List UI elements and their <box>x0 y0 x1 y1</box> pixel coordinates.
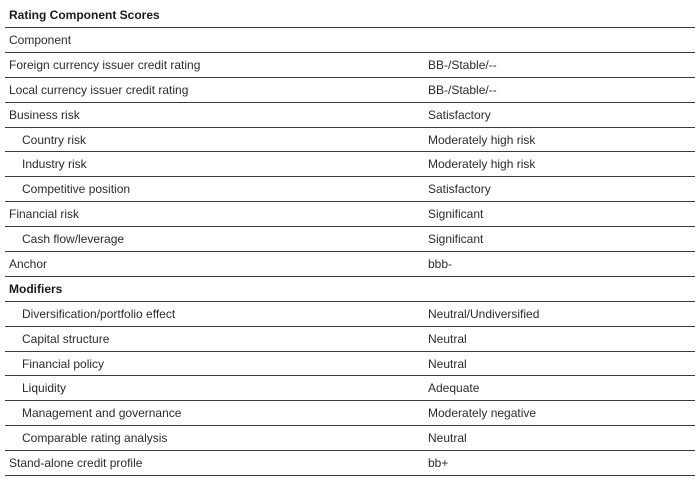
table-row <box>5 152 695 177</box>
row-value: bb+ <box>428 456 449 471</box>
table-row <box>5 177 695 202</box>
table-row <box>5 78 695 103</box>
row-value: Adequate <box>428 381 480 396</box>
row-label: Financial risk <box>9 207 80 222</box>
table-row <box>5 53 695 78</box>
row-value: Moderately negative <box>428 406 537 421</box>
row-label: Capital structure <box>22 331 110 346</box>
table-row <box>5 352 695 377</box>
row-value: Neutral <box>428 356 467 371</box>
table-row <box>5 103 695 128</box>
row-value: Significant <box>428 207 484 222</box>
table-row <box>5 401 695 426</box>
table-row <box>5 376 695 401</box>
row-label: Business risk <box>9 107 80 122</box>
modifiers-section-row <box>5 277 695 302</box>
table-title: Rating Component Scores <box>9 8 160 22</box>
row-label: Industry risk <box>22 157 87 172</box>
modifiers-heading: Modifiers <box>9 281 63 296</box>
table-title-row <box>5 3 695 28</box>
row-value: Satisfactory <box>428 182 491 197</box>
table-row <box>5 327 695 352</box>
table-row <box>5 302 695 327</box>
table-row <box>5 426 695 451</box>
row-label: Foreign currency issuer credit rating <box>9 57 201 72</box>
row-label: Stand-alone credit profile <box>9 456 143 471</box>
row-label: Diversification/portfolio effect <box>22 306 176 321</box>
table-header-row <box>5 28 695 53</box>
row-label: Country risk <box>22 132 87 147</box>
rating-component-scores-table <box>5 3 695 476</box>
row-label: Liquidity <box>22 381 67 396</box>
row-value: Satisfactory <box>428 107 491 122</box>
row-value: Significant <box>428 232 484 247</box>
table-row <box>5 227 695 252</box>
row-value: Moderately high risk <box>428 157 536 172</box>
row-label: Comparable rating analysis <box>22 431 168 446</box>
table-row <box>5 252 695 277</box>
row-value: Moderately high risk <box>428 132 536 147</box>
row-label: Anchor <box>9 256 48 271</box>
row-label: Local currency issuer credit rating <box>9 82 189 97</box>
table-row <box>5 451 695 476</box>
row-label: Management and governance <box>22 406 182 421</box>
row-label: Competitive position <box>22 182 131 197</box>
row-value: Neutral <box>428 331 467 346</box>
table-row <box>5 128 695 153</box>
row-value: BB-/Stable/-- <box>428 57 497 72</box>
row-label: Cash flow/leverage <box>22 232 125 247</box>
table-row <box>5 202 695 227</box>
row-value: Neutral/Undiversified <box>428 306 540 321</box>
row-value: Neutral <box>428 431 467 446</box>
row-label: Financial policy <box>22 356 105 371</box>
row-value: BB-/Stable/-- <box>428 82 497 97</box>
row-value: bbb- <box>428 256 453 271</box>
component-header: Component <box>9 32 72 47</box>
